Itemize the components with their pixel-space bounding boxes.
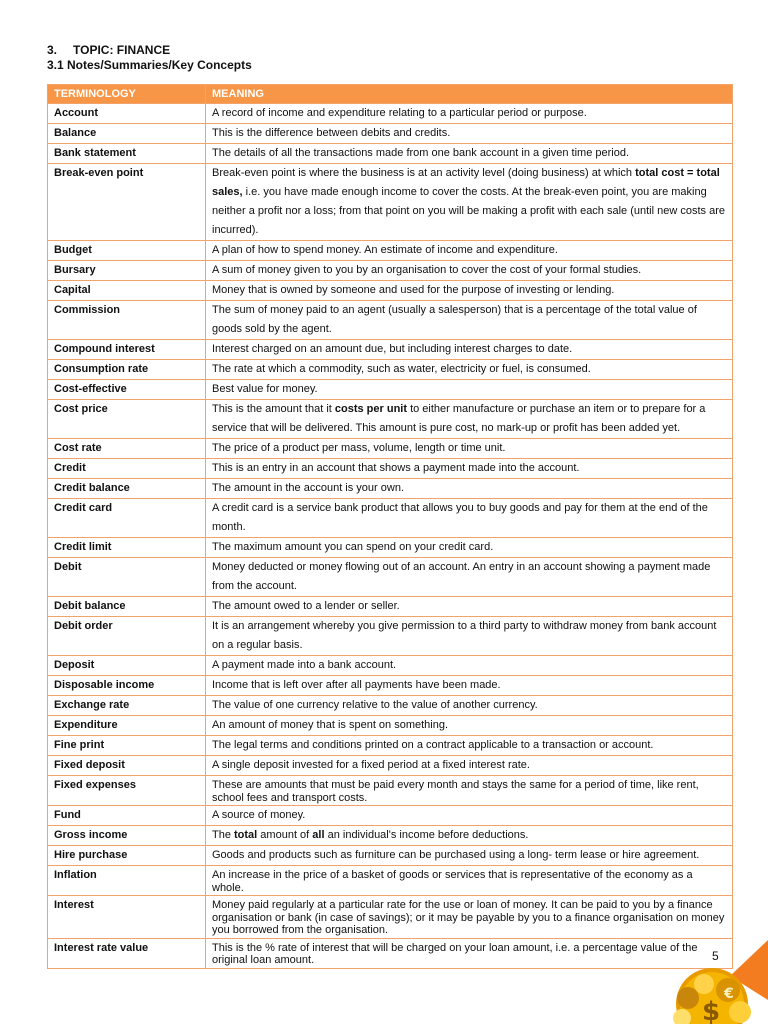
terminology-table bbox=[47, 84, 733, 969]
column-header-terminology: TERMINOLOGY bbox=[48, 85, 206, 104]
term-cell: Debit order bbox=[48, 617, 206, 656]
term-cell: Expenditure bbox=[48, 716, 206, 736]
table-body bbox=[48, 104, 733, 969]
meaning-cell: A single deposit invested for a fixed period at a fixed interest rate. bbox=[206, 756, 733, 776]
table-row bbox=[48, 241, 733, 261]
meaning-cell: Money that is owned by someone and used for the purpose of investing or lending. bbox=[206, 281, 733, 301]
term-cell: Budget bbox=[48, 241, 206, 261]
table-row bbox=[48, 340, 733, 360]
term-cell: Bursary bbox=[48, 261, 206, 281]
table-row bbox=[48, 776, 733, 806]
table-row bbox=[48, 558, 733, 597]
table-row bbox=[48, 380, 733, 400]
table-row bbox=[48, 846, 733, 866]
meaning-cell: This is the % rate of interest that will be charged on your loan amount, i.e. a percentage value of the original loan amount. bbox=[206, 938, 733, 968]
meaning-cell: The maximum amount you can spend on your credit card. bbox=[206, 538, 733, 558]
table-row bbox=[48, 826, 733, 846]
term-cell: Cost-effective bbox=[48, 380, 206, 400]
meaning-cell: An increase in the price of a basket of goods or services that is representative of the economy as a whole. bbox=[206, 866, 733, 896]
term-cell: Gross income bbox=[48, 826, 206, 846]
meaning-cell: The legal terms and conditions printed on a contract applicable to a transaction or account. bbox=[206, 736, 733, 756]
meaning-cell: The amount in the account is your own. bbox=[206, 479, 733, 499]
table-row bbox=[48, 479, 733, 499]
term-cell: Deposit bbox=[48, 656, 206, 676]
term-cell: Fixed deposit bbox=[48, 756, 206, 776]
term-cell: Compound interest bbox=[48, 340, 206, 360]
term-cell: Credit limit bbox=[48, 538, 206, 558]
meaning-cell: The total amount of all an individual's income before deductions. bbox=[206, 826, 733, 846]
table-row bbox=[48, 301, 733, 340]
meaning-cell: This is the difference between debits and credits. bbox=[206, 124, 733, 144]
term-cell: Debit balance bbox=[48, 597, 206, 617]
term-cell: Interest bbox=[48, 896, 206, 939]
table-row bbox=[48, 866, 733, 896]
term-cell: Disposable income bbox=[48, 676, 206, 696]
table-row bbox=[48, 261, 733, 281]
table-row bbox=[48, 716, 733, 736]
meaning-cell: An amount of money that is spent on something. bbox=[206, 716, 733, 736]
term-cell: Break-even point bbox=[48, 164, 206, 241]
term-cell: Capital bbox=[48, 281, 206, 301]
meaning-cell: Money paid regularly at a particular rate for the use or loan of money. It can be paid to you by a finance organisation or bank (in case of savings); or it may be payable by you to a finance organisation on money you borrowed from the organisation. bbox=[206, 896, 733, 939]
table-row bbox=[48, 459, 733, 479]
meaning-cell: The amount owed to a lender or seller. bbox=[206, 597, 733, 617]
table-row bbox=[48, 360, 733, 380]
term-cell: Balance bbox=[48, 124, 206, 144]
meaning-cell: A plan of how to spend money. An estimate of income and expenditure. bbox=[206, 241, 733, 261]
table-row bbox=[48, 144, 733, 164]
term-cell: Credit balance bbox=[48, 479, 206, 499]
table-row bbox=[48, 656, 733, 676]
meaning-cell: This is an entry in an account that shows a payment made into the account. bbox=[206, 459, 733, 479]
table-row bbox=[48, 696, 733, 716]
term-cell: Commission bbox=[48, 301, 206, 340]
meaning-cell: Interest charged on an amount due, but including interest charges to date. bbox=[206, 340, 733, 360]
section-subtitle: 3.1 Notes/Summaries/Key Concepts bbox=[47, 58, 252, 72]
topic-title: 3. TOPIC: FINANCE bbox=[47, 43, 171, 57]
term-cell: Account bbox=[48, 104, 206, 124]
term-cell: Hire purchase bbox=[48, 846, 206, 866]
meaning-cell: It is an arrangement whereby you give permission to a third party to withdraw money from bank account on a regular basis. bbox=[206, 617, 733, 656]
meaning-cell: Income that is left over after all payments have been made. bbox=[206, 676, 733, 696]
column-header-meaning: MEANING bbox=[206, 85, 733, 104]
meaning-cell: Goods and products such as furniture can be purchased using a long- term lease or hire agreement. bbox=[206, 846, 733, 866]
coins-dollar-icon bbox=[668, 940, 768, 1024]
table-row bbox=[48, 499, 733, 538]
table-row bbox=[48, 124, 733, 144]
meaning-cell: The value of one currency relative to the value of another currency. bbox=[206, 696, 733, 716]
table-row bbox=[48, 617, 733, 656]
meaning-cell: The price of a product per mass, volume, length or time unit. bbox=[206, 439, 733, 459]
table-row bbox=[48, 736, 733, 756]
section-heading bbox=[47, 43, 252, 73]
term-cell: Cost rate bbox=[48, 439, 206, 459]
page-number: 5 bbox=[712, 949, 719, 963]
table-row bbox=[48, 896, 733, 939]
table-row bbox=[48, 104, 733, 124]
meaning-cell: These are amounts that must be paid every month and stays the same for a period of time, like rent, school fees and transport costs. bbox=[206, 776, 733, 806]
meaning-cell: The sum of money paid to an agent (usually a salesperson) that is a percentage of the total value of goods sold by the agent. bbox=[206, 301, 733, 340]
meaning-cell: A sum of money given to you by an organisation to cover the cost of your formal studies. bbox=[206, 261, 733, 281]
meaning-cell: Break-even point is where the business is at an activity level (doing business) at which total cost = total sales, i.e. you have made enough income to cover the costs. At the break-even point, you are making neither a profit nor a loss; from that point on you will be making a profit with each sale (until new costs are incurred). bbox=[206, 164, 733, 241]
term-cell: Inflation bbox=[48, 866, 206, 896]
meaning-cell: A record of income and expenditure relating to a particular period or purpose. bbox=[206, 104, 733, 124]
table-row bbox=[48, 164, 733, 241]
table-row bbox=[48, 597, 733, 617]
term-cell: Bank statement bbox=[48, 144, 206, 164]
term-cell: Credit bbox=[48, 459, 206, 479]
term-cell: Fine print bbox=[48, 736, 206, 756]
term-cell: Cost price bbox=[48, 400, 206, 439]
meaning-cell: Best value for money. bbox=[206, 380, 733, 400]
term-cell: Debit bbox=[48, 558, 206, 597]
meaning-cell: This is the amount that it costs per unit to either manufacture or purchase an item or to prepare for a service that will be delivered. This amount is pure cost, no mark-up or profit has been added yet. bbox=[206, 400, 733, 439]
table-row bbox=[48, 400, 733, 439]
term-cell: Consumption rate bbox=[48, 360, 206, 380]
table-header-row bbox=[48, 85, 733, 104]
table-row bbox=[48, 806, 733, 826]
table-row bbox=[48, 281, 733, 301]
table-row bbox=[48, 756, 733, 776]
table-row bbox=[48, 676, 733, 696]
meaning-cell: The rate at which a commodity, such as water, electricity or fuel, is consumed. bbox=[206, 360, 733, 380]
meaning-cell: A source of money. bbox=[206, 806, 733, 826]
table-row bbox=[48, 439, 733, 459]
term-cell: Fixed expenses bbox=[48, 776, 206, 806]
svg-text:$: $ bbox=[702, 997, 721, 1024]
svg-text:€: € bbox=[724, 986, 734, 1002]
meaning-cell: The details of all the transactions made from one bank account in a given time period. bbox=[206, 144, 733, 164]
meaning-cell: Money deducted or money flowing out of an account. An entry in an account showing a payment made from the account. bbox=[206, 558, 733, 597]
term-cell: Credit card bbox=[48, 499, 206, 538]
term-cell: Exchange rate bbox=[48, 696, 206, 716]
meaning-cell: A payment made into a bank account. bbox=[206, 656, 733, 676]
table-row bbox=[48, 538, 733, 558]
term-cell: Fund bbox=[48, 806, 206, 826]
table-row bbox=[48, 938, 733, 968]
meaning-cell: A credit card is a service bank product that allows you to buy goods and pay for them at the end of the month. bbox=[206, 499, 733, 538]
term-cell: Interest rate value bbox=[48, 938, 206, 968]
